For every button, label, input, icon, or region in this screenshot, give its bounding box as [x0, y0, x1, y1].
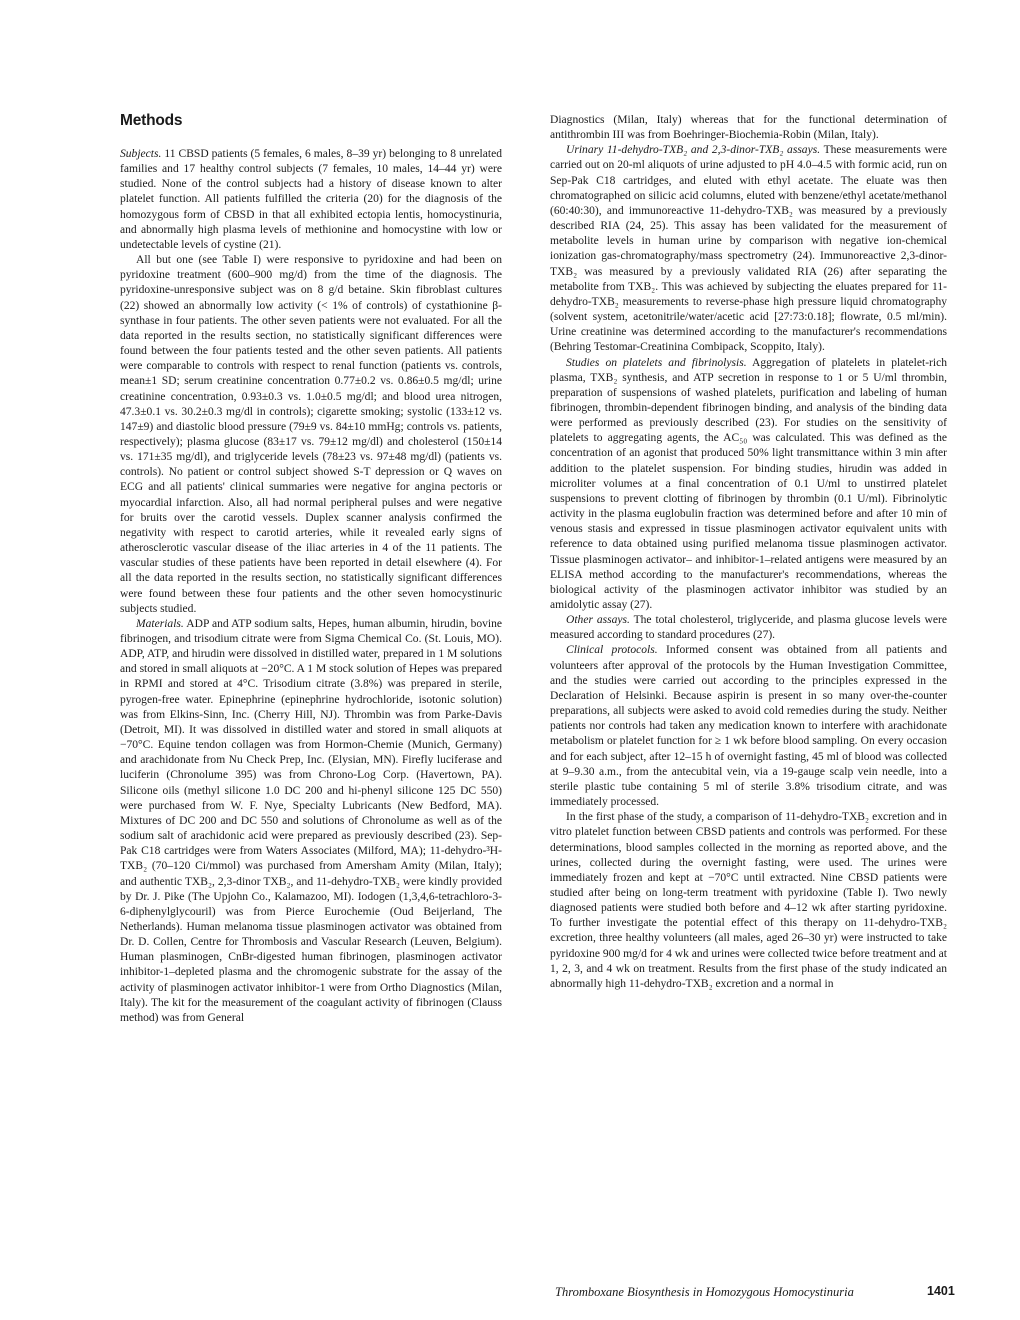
paragraph-body: The total cholesterol, triglyceride, and plasma glucose levels were measured according to standard procedures (27).	[550, 614, 947, 642]
paragraph-clinical-protocols	[550, 643, 947, 810]
paragraph-body: These measurements were carried out on 20-ml aliquots of urine adjusted to pH 4.0–4.5 with formic acid, run on Sep-Pak C18 cartridges, and eluted with ethyl acetate. The eluate was then chromatographed on silicic acid columns, eluted with benzene/ethyl acetate/methanol (60:40:30), and immunoreactive 11-dehydro-TXB₂ was measured by a previously described RIA (24, 25). This assay has been validated for the measurement of metabolite levels in human urine by comparison with negative ion-chemical ionization gas-chromatography/mass spectrometry (24). Immunoreactive 2,3-dinor-TXB₂ was measured by a previously validated RIA (26) after separating the metabolite from TXB₂. This was achieved by subjecting the eluates prepared for 11-dehydro-TXB₂ measurements to reverse-phase high pressure liquid chromatography (solvent system, acetonitrile/water/acetic acid [27:73:0.18]; flowrate, 0.5 ml/min). Urine creatinine was determined according to the manufacturer's recommendations (Behring Testomar-Creatinina Combipack, Scoppito, Italy).	[550, 144, 947, 354]
paragraph-platelet-studies	[550, 356, 947, 614]
paragraph-first-phase	[550, 810, 947, 992]
paragraph-body: Informed consent was obtained from all patients and volunteers after approval of the protocols by the Human Investigation Committee, and the studies were carried out according to the principles expressed in the Declaration of Helsinki. Because aspirin is present in so many over-the-counter preparations, all subjects were asked to avoid cold remedies during the study. Neither patients nor controls had taken any medication known to interfere with arachidonate metabolism or platelet function for ≥ 1 wk before blood sampling. On every occasion and for each subject, after 12–15 h of overnight fasting, 45 ml of blood was collected at 9–9.30 a.m., from the antecubital vein, via a 19-gauge scalp vein needle, into a sterile plastic tube containing 5 ml of sterile 3.8% trisodium citrate, and was immediately processed.	[550, 644, 947, 809]
paragraph-body: ADP and ATP sodium salts, Hepes, human albumin, hirudin, bovine fibrinogen, and trisodium citrate were from Sigma Chemical Co. (St. Louis, MO). ADP, ATP, and hirudin were dissolved in distilled water, prepared in 1 M solutions and stored in small aliquots at −20°C. A 1 M stock solution of Hepes was prepared in RPMI and stored at 4°C. Trisodium citrate (3.8%) was prepared in sterile, pyrogen-free water. Epinephrine (epinephrine hydrochloride, isotonic solution) was from Elkins-Sinn, Inc. (Cherry Hill, NJ). Thrombin was from Parke-Davis (Detroit, MI). It was dissolved in distilled water and stored in small aliquots at −70°C. Equine tendon collagen was from Hormon-Chemie (Munich, Germany) and arachidonate from Nu Check Prep, Inc. (Elysian, MN). Firefly luciferase and luciferin (Chronolume 395) was from Chrono-Log Corp. (Havertown, PA). Silicone oils (methyl silicone 1.0 DC 200 and hi-phenyl silicone 125 DC 550) were purchased from W. F. Nye, Specialty Lubricants (New Bedford, MA). Mixtures of DC 200 and DC 550 and solutions of Chronolume as well as of the sodium salt of arachidonic acid were prepared as previously described (23). Sep-Pak C18 cartridges were from Waters Associates (Milford, MA); 11-dehydro-³H-TXB₂ (70–120 Ci/mmol) was purchased from Amersham Amity (Milan, Italy); and authentic TXB₂, 2,3-dinor TXB₂, and 11-dehydro-TXB₂ were kindly provided by Dr. J. Pike (The Upjohn Co., Kalamazoo, MI). Iodogen (1,3,4,6-tetrachloro-3-6-diphenylglycouril) was from Pierce Eurochemie (Oud Beijerland, The Netherlands). Human melanoma tissue plasminogen activator was obtained from Dr. D. Collen, Centre for Thrombosis and Vascular Research (Leuven, Belgium). Human plasminogen, CnBr-digested human fibrinogen, plasminogen activator inhibitor-1–depleted plasma and the chromogenic substrate for the assay of the activity of plasminogen activator inhibitor-1 were from Ortho Diagnostics (Milan, Italy). The kit for the measurement of the coagulant activity of fibrinogen (Clauss method) was from General	[120, 617, 502, 1024]
right-column	[550, 113, 947, 992]
page-number: 1401	[927, 1284, 955, 1298]
paragraph-lead: Studies on platelets and fibrinolysis.	[566, 356, 747, 369]
section-heading: Methods	[120, 112, 183, 129]
paragraph-lead: Subjects.	[120, 148, 162, 160]
paragraph-body: All but one (see Table I) were responsive to pyridoxine and had been on pyridoxine treatment (600–900 mg/d) from the time of the diagnosis. The pyridoxine-unresponsive subject was on 8 g/d betaine. Skin fibroblast cultures (22) showed an abnormally low activity (< 1% of controls) of cystathionine β-synthase in four patients. The other seven patients were not evaluated. For all the data reported in the results section, no statistically significant differences were found between the four patients tested and the other seven patients. All patients were comparable to controls with respect to renal function (patients vs. controls, mean±1 SD; serum creatinine concentration 0.77±0.2 vs. 0.86±0.5 mg/dl; urine creatinine concentration, 0.93±0.3 vs. 1.0±0.5 mg/dl; and blood urea nitrogen, 47.3±0.1 vs. 30.2±0.3 mg/dl in controls); cigarette smoking; systolic (133±12 vs. 147±9) and diastolic blood pressure (79±9 vs. 84±10 mmHg; controls vs. patients, respectively); plasma glucose (83±17 vs. 79±12 mg/dl) and cholesterol (150±14 vs. 171±35 mg/dl), and triglyceride levels (78±23 vs. 97±48 mg/dl) (patients vs. controls). No patient or control subject showed S-T depression or Q waves on ECG and all patients' clinical summaries were negative for angina pectoris or myocardial infarction. Also, all had normal peripheral pulses and were negative for bruits over the carotid vessels. Duplex scanner analysis confirmed the negativity with respect to carotid arteries, while it revealed early signs of atherosclerotic vascular disease of the iliac arteries in 4 of the 11 patients. The vascular studies of these patients have been reported in detail elsewhere (4). For all the data reported in the results section, no statistically significant differences were found between these four patients and the other seven homocystinuric subjects studied.	[120, 254, 502, 615]
paragraph-subjects	[120, 147, 502, 253]
paragraph-lead: Urinary 11-dehydro-TXB₂ and 2,3-dinor-TXB₂ assays.	[566, 144, 821, 157]
paragraph-body: In the first phase of the study, a comparison of 11-dehydro-TXB₂ excretion and in vitro platelet function between CBSD patients and controls was performed. For these determinations, blood samples collected in the morning as reported above, and the urines, collected during the overnight fasting, were used. The urines were immediately frozen and kept at −70°C until extracted. Nine CBSD patients were studied after being on long-term treatment with pyridoxine (Table I). Two newly diagnosed patients were studied both before and 4–12 wk after starting pyridoxine. To further investigate the potential effect of this therapy on 11-dehydro-TXB₂ excretion, three healthy volunteers (all males, aged 26–30 yr) were instructed to take pyridoxine 900 mg/d for 4 wk and urines were collected twice before treatment and at 1, 2, 3, and 4 wk on treatment. Results from the first phase of the study indicated an abnormally high 11-dehydro-TXB₂ excretion and a normal in	[550, 811, 947, 990]
paragraph-pyridoxine	[120, 253, 502, 617]
paragraph-other-assays	[550, 613, 947, 643]
paragraph-materials-continued	[550, 113, 947, 143]
paragraph-lead: Other assays.	[566, 614, 630, 627]
left-column	[120, 112, 502, 1026]
paragraph-lead: Materials.	[136, 617, 184, 630]
paragraph-body: Aggregation of platelets in platelet-rich plasma, TXB₂ synthesis, and ATP secretion in response to 1 or 5 U/ml thrombin, preparation of suspensions of washed platelets, purification and labeling of human fibrinogen, thrombin-dependent fibrinogen binding, and analysis of the binding data were performed as previously described (23). For studies on the sensitivity of platelets to aggregating agents, the AC₅₀ was calculated. This was defined as the concentration of an agonist that produced 50% light transmittance within 3 min after addition to the platelet suspension. For binding studies, hirudin was added in microliter volumes at a final concentration of 0.1 U/ml to unstirred platelet suspensions to prevent clotting of fibrinogen by thrombin (0.1 U/ml). Fibrinolytic activity in the plasma euglobulin fraction was determined before and after 10 min of venous stasis and expressed in tissue plasminogen activator equivalent units with reference to data obtained using purified melanoma tissue plasminogen activator. Tissue plasminogen activator– and inhibitor-1–related antigens were measured by an ELISA method according to the manufacturer's recommendations, whereas the biological activity of the plasminogen activator inhibitor was studied by an amidolytic assay (27).	[550, 356, 948, 611]
paragraph-body: 11 CBSD patients (5 females, 6 males, 8–39 yr) belonging to 8 unrelated families and 17 healthy control subjects (7 females, 10 males, 14–44 yr) were studied. None of the control subjects had a history of disease known to alter platelet function. All patients fulfilled the criteria (20) for the diagnosis of the homozygous form of CBSD in that all exhibited ectopia lentis, homocystinuria, and abnormally high plasma levels of methionine and homocystine with low or undetectable levels of cystine (21).	[120, 148, 502, 251]
paragraph-lead: Clinical protocols.	[566, 644, 658, 657]
paragraph-body: Diagnostics (Milan, Italy) whereas that for the functional determination of antithrombin III was from Boehringer-Biochemia-Robin (Milan, Italy).	[550, 114, 947, 142]
paragraph-materials	[120, 617, 502, 1026]
running-title: Thromboxane Biosynthesis in Homozygous Homocystinuria	[555, 1285, 854, 1299]
paragraph-urinary-assays	[550, 143, 947, 355]
